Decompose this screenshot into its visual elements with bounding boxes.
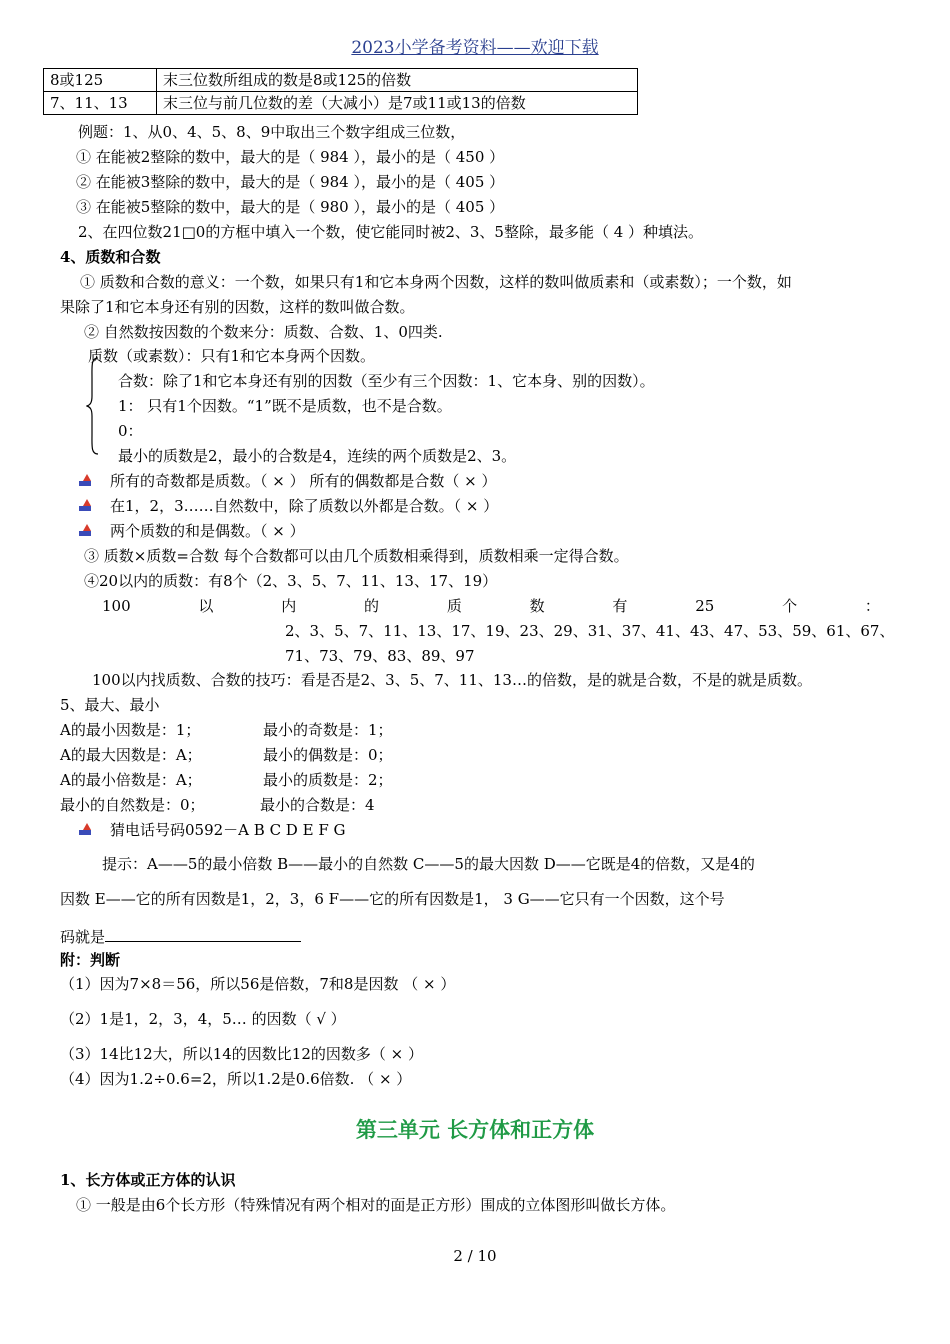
- appendix-title: 附：判断: [60, 951, 121, 969]
- table-row: [44, 69, 638, 92]
- spread-word: 有: [612, 597, 628, 615]
- judgement-3: 两个质数的和是偶数。（ × ）: [110, 522, 305, 540]
- unit3-title: 第三单元 长方体和正方体: [355, 1117, 595, 1142]
- example-intro: 例题：1、从0、4、5、8、9中取出三个数字组成三位数，: [78, 123, 466, 141]
- hint-answer-label: 码就是: [60, 928, 106, 946]
- answer-blank: [105, 925, 301, 942]
- spread-word: 个: [782, 597, 798, 615]
- bullet-icon: [78, 524, 92, 538]
- appendix-item: （4）因为1.2÷0.6=2，所以1.2是0.6倍数. （ × ）: [60, 1070, 412, 1088]
- prime-tip: 100以内找质数、合数的技巧：看是否是2、3、5、7、11、13…的倍数，是的就是合数，不是的就是质数。: [92, 671, 812, 689]
- one-line: 1： 只有1个因数。“1”既不是质数，也不是合数。: [118, 397, 452, 415]
- hint-line3: [60, 925, 301, 947]
- table-cell-divisor: 8或125: [44, 69, 157, 92]
- spread-word: 内: [281, 597, 297, 615]
- minmax-left: A的最小因数是：1；: [60, 721, 201, 739]
- spread-word: 质: [446, 597, 462, 615]
- phone-puzzle: 猜电话号码0592－A B C D E F G: [110, 821, 346, 839]
- primes-list-line1: 2、3、5、7、11、13、17、19、23、29、31、37、41、43、47、53、59、61、67、: [285, 622, 895, 640]
- prime-definition-line2: 果除了1和它本身还有别的因数，这样的数叫做合数。: [60, 298, 415, 316]
- prime-product-line: ③ 质数×质数=合数 每个合数都可以由几个质数相乘得到，质数相乘一定得合数。: [84, 547, 629, 565]
- primes-under-100-heading: [102, 596, 880, 616]
- table-row: [44, 92, 638, 115]
- smallest-line: 最小的质数是2，最小的合数是4，连续的两个质数是2、3。: [118, 447, 517, 465]
- primes-under-20: ④20以内的质数：有8个（2、3、5、7、11、13、17、19）: [84, 572, 498, 590]
- minmax-right: 最小的合数是：4: [260, 796, 375, 814]
- spread-word: 100: [102, 597, 131, 615]
- example-q2: ② 在能被3整除的数中，最大的是（ 984 ），最小的是（ 405 ）: [76, 173, 505, 191]
- prime-line: 质数（或素数）：只有1和它本身两个因数。: [88, 347, 376, 365]
- example-q4: 2、在四位数21□0的方框中填入一个数，使它能同时被2、3、5整除，最多能（ 4 ）种填法。: [78, 223, 704, 241]
- section5-title: 5、最大、最小: [60, 696, 160, 714]
- table-cell-rule: 末三位与前几位数的差（大减小）是7或11或13的倍数: [157, 92, 638, 115]
- minmax-right: 最小的偶数是：0；: [263, 746, 393, 764]
- table-cell-rule: 末三位数所组成的数是8或125的倍数: [157, 69, 638, 92]
- hint-line1: 提示：A——5的最小倍数 B——最小的自然数 C——5的最大因数 D——它既是4的倍数，又是4的: [102, 855, 755, 873]
- spread-word: 25: [695, 597, 715, 615]
- spread-word: ：: [864, 597, 880, 615]
- table-cell-divisor: 7、11、13: [44, 92, 157, 115]
- example-q3: ③ 在能被5整除的数中，最大的是（ 980 ），最小的是（ 405 ）: [76, 198, 505, 216]
- spread-word: 数: [529, 597, 545, 615]
- prime-definition-line1: ① 质数和合数的意义：一个数，如果只有1和它本身两个因数，这样的数叫做质素和（或素数）；一个数，如: [80, 273, 792, 291]
- judgement-2: 在1，2，3……自然数中，除了质数以外都是合数。（ × ）: [110, 497, 499, 515]
- minmax-left: A的最小倍数是：A；: [60, 771, 202, 789]
- brace-icon: [86, 356, 100, 456]
- primes-list-line2: 71、73、79、83、89、97: [285, 647, 475, 665]
- appendix-item: （1）因为7×8＝56，所以56是倍数，7和8是因数 （ × ）: [60, 975, 456, 993]
- unit3-subtitle: 1、长方体或正方体的认识: [60, 1171, 236, 1189]
- bullet-icon: [78, 474, 92, 488]
- spread-word: 的: [364, 597, 380, 615]
- composite-line: 合数：除了1和它本身还有别的因数（至少有三个因数：1、它本身、别的因数）。: [118, 372, 655, 390]
- bullet-icon: [78, 823, 92, 837]
- zero-line: 0：: [118, 422, 143, 440]
- classification-line: ② 自然数按因数的个数来分：质数、合数、1、0四类.: [84, 323, 443, 341]
- unit3-definition: ① 一般是由6个长方形（特殊情况有两个相对的面是正方形）围成的立体图形叫做长方体。: [76, 1196, 676, 1214]
- hint-line2: 因数 E——它的所有因数是1，2，3，6 F——它的所有因数是1， 3 G——它只有一个因数，这个号: [60, 890, 725, 908]
- minmax-right: 最小的质数是：2；: [263, 771, 393, 789]
- section4-title: 4、质数和合数: [60, 248, 161, 266]
- minmax-left: A的最大因数是：A；: [60, 746, 202, 764]
- appendix-item: （2）1是1，2，3，4，5… 的因数（ √ ）: [60, 1010, 346, 1028]
- minmax-left: 最小的自然数是：0；: [60, 796, 205, 814]
- page-header: 2023小学备考资料——欢迎下载: [351, 38, 599, 58]
- minmax-right: 最小的奇数是：1；: [263, 721, 393, 739]
- divisibility-rules-table: [43, 68, 638, 115]
- judgement-1: 所有的奇数都是质数。（ × ） 所有的偶数都是合数（ × ）: [110, 472, 497, 490]
- example-q1: ① 在能被2整除的数中，最大的是（ 984 ），最小的是（ 450 ）: [76, 148, 505, 166]
- appendix-item: （3）14比12大，所以14的因数比12的因数多（ × ）: [60, 1045, 423, 1063]
- spread-word: 以: [198, 597, 214, 615]
- page-number: 2 / 10: [453, 1247, 497, 1265]
- bullet-icon: [78, 499, 92, 513]
